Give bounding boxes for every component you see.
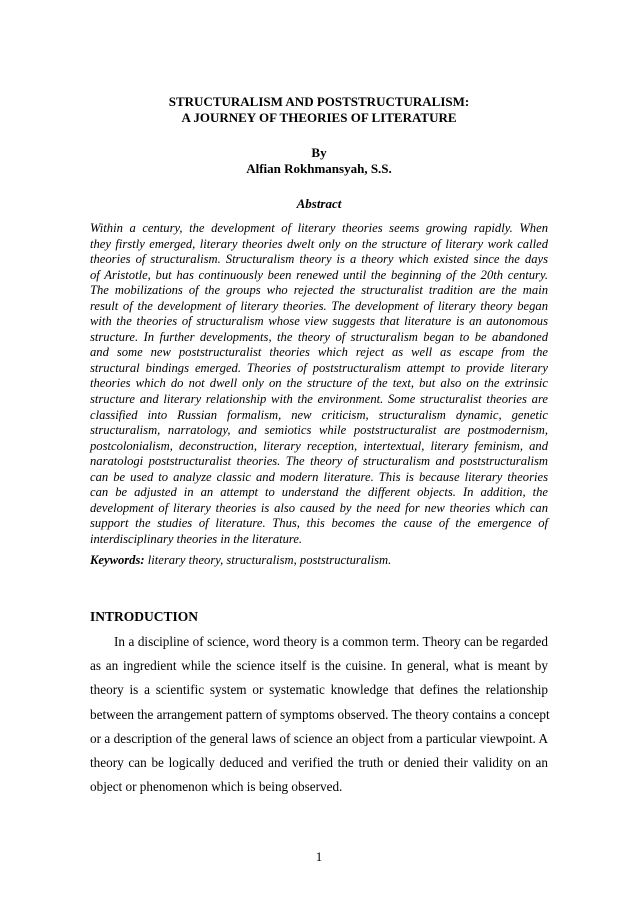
abstract-line: with the theories of structuralism whose view suggests that literature is an autonomous [90,314,548,329]
introduction-line: theory is a scientific system or systematic knowledge that defines the relationship [90,682,548,698]
abstract-line: classified into Russian formalism, new criticism, structuralism dynamic, genetic [90,407,548,422]
abstract-line: structure. In further developments, the theory of structuralism began to be abandoned [90,329,548,344]
paper-title [90,94,548,126]
abstract-line: structuralism, narratology, and semiotics while poststructuralist are postmodernism, [90,423,548,438]
abstract-line: structure and literary relationship with the environment. Some structuralist theories are [90,392,548,407]
keywords [90,552,548,568]
introduction-line: object or phenomenon which is being observed. [90,779,343,795]
introduction-line: as an ingredient while the science itself is the cuisine. In general, what is meant by [90,658,548,674]
byline [90,145,548,177]
abstract-line: of Aristotle, but has continuously been renewed until the beginning of the 20th century. [90,267,548,282]
keywords-text: literary theory, structuralism, poststructuralism. [144,553,392,567]
abstract-body [90,221,548,547]
abstract-line: support the studies of literature. Thus, this becomes the cause of the emergence of [90,516,548,531]
introduction-line: or a description of the general laws of science an object from a particular viewpoint. A [90,730,548,746]
abstract-line: theories of structuralism. Structuralism theory is a theory which existed since the days [90,252,548,267]
abstract-line: and some new poststructuralist theories which reject as well as escape from the [90,345,548,360]
introduction-line: theory can be logically deduced and verified the truth or denied their validity on an [90,755,548,771]
abstract-line: can be used to analyze classic and modern literature. This is because literary theories [90,469,548,484]
abstract-line: postcolonialism, deconstruction, literary reception, intertextual, literary feminism, and [90,438,548,453]
abstract-line: The mobilizations of the groups who rejected the structuralist tradition are the main [90,283,548,298]
paper-title-line-2: A JOURNEY OF THEORIES OF LITERATURE [181,110,457,125]
introduction-line: In a discipline of science, word theory is a common term. Theory can be regarded [114,634,548,649]
introduction-body [90,630,548,799]
page-number: 1 [315,849,323,864]
abstract-line: interdisciplinary theories in the literature. [90,531,303,546]
keywords-label: Keywords: [90,553,145,567]
abstract-heading: Abstract [296,196,342,211]
abstract-line: development of literary theories is also caused by the need for new theories which can [90,500,548,515]
by-label: By [311,145,327,160]
abstract-line: Within a century, the development of literary theories seems growing rapidly. When [90,221,548,235]
abstract-line: they firstly emerged, literary theories dwelt only on the structure of literary work called [90,236,548,251]
introduction-line: between the arrangement pattern of symptoms observed. The theory contains a concept [90,706,550,722]
abstract-line: theories which do not dwell only on the structure of the text, but also on the extrinsic [90,376,548,391]
introduction-heading: INTRODUCTION [90,609,199,624]
author-name: Alfian Rokhmansyah, S.S. [246,161,392,176]
abstract-line: can be adjusted in an attempt to understand the different objects. In addition, the [90,485,548,500]
paper-title-line-1: STRUCTURALISM AND POSTSTRUCTURALISM: [168,94,470,109]
abstract-line: result of the development of literary theories. The development of literary theory began [90,298,548,313]
abstract-line: structural bindings emerged. Theories of poststructuralism attempt to provide literary [90,360,548,375]
abstract-line: naratologi poststructuralist theories. The theory of structuralism and poststructuralism [90,454,548,469]
